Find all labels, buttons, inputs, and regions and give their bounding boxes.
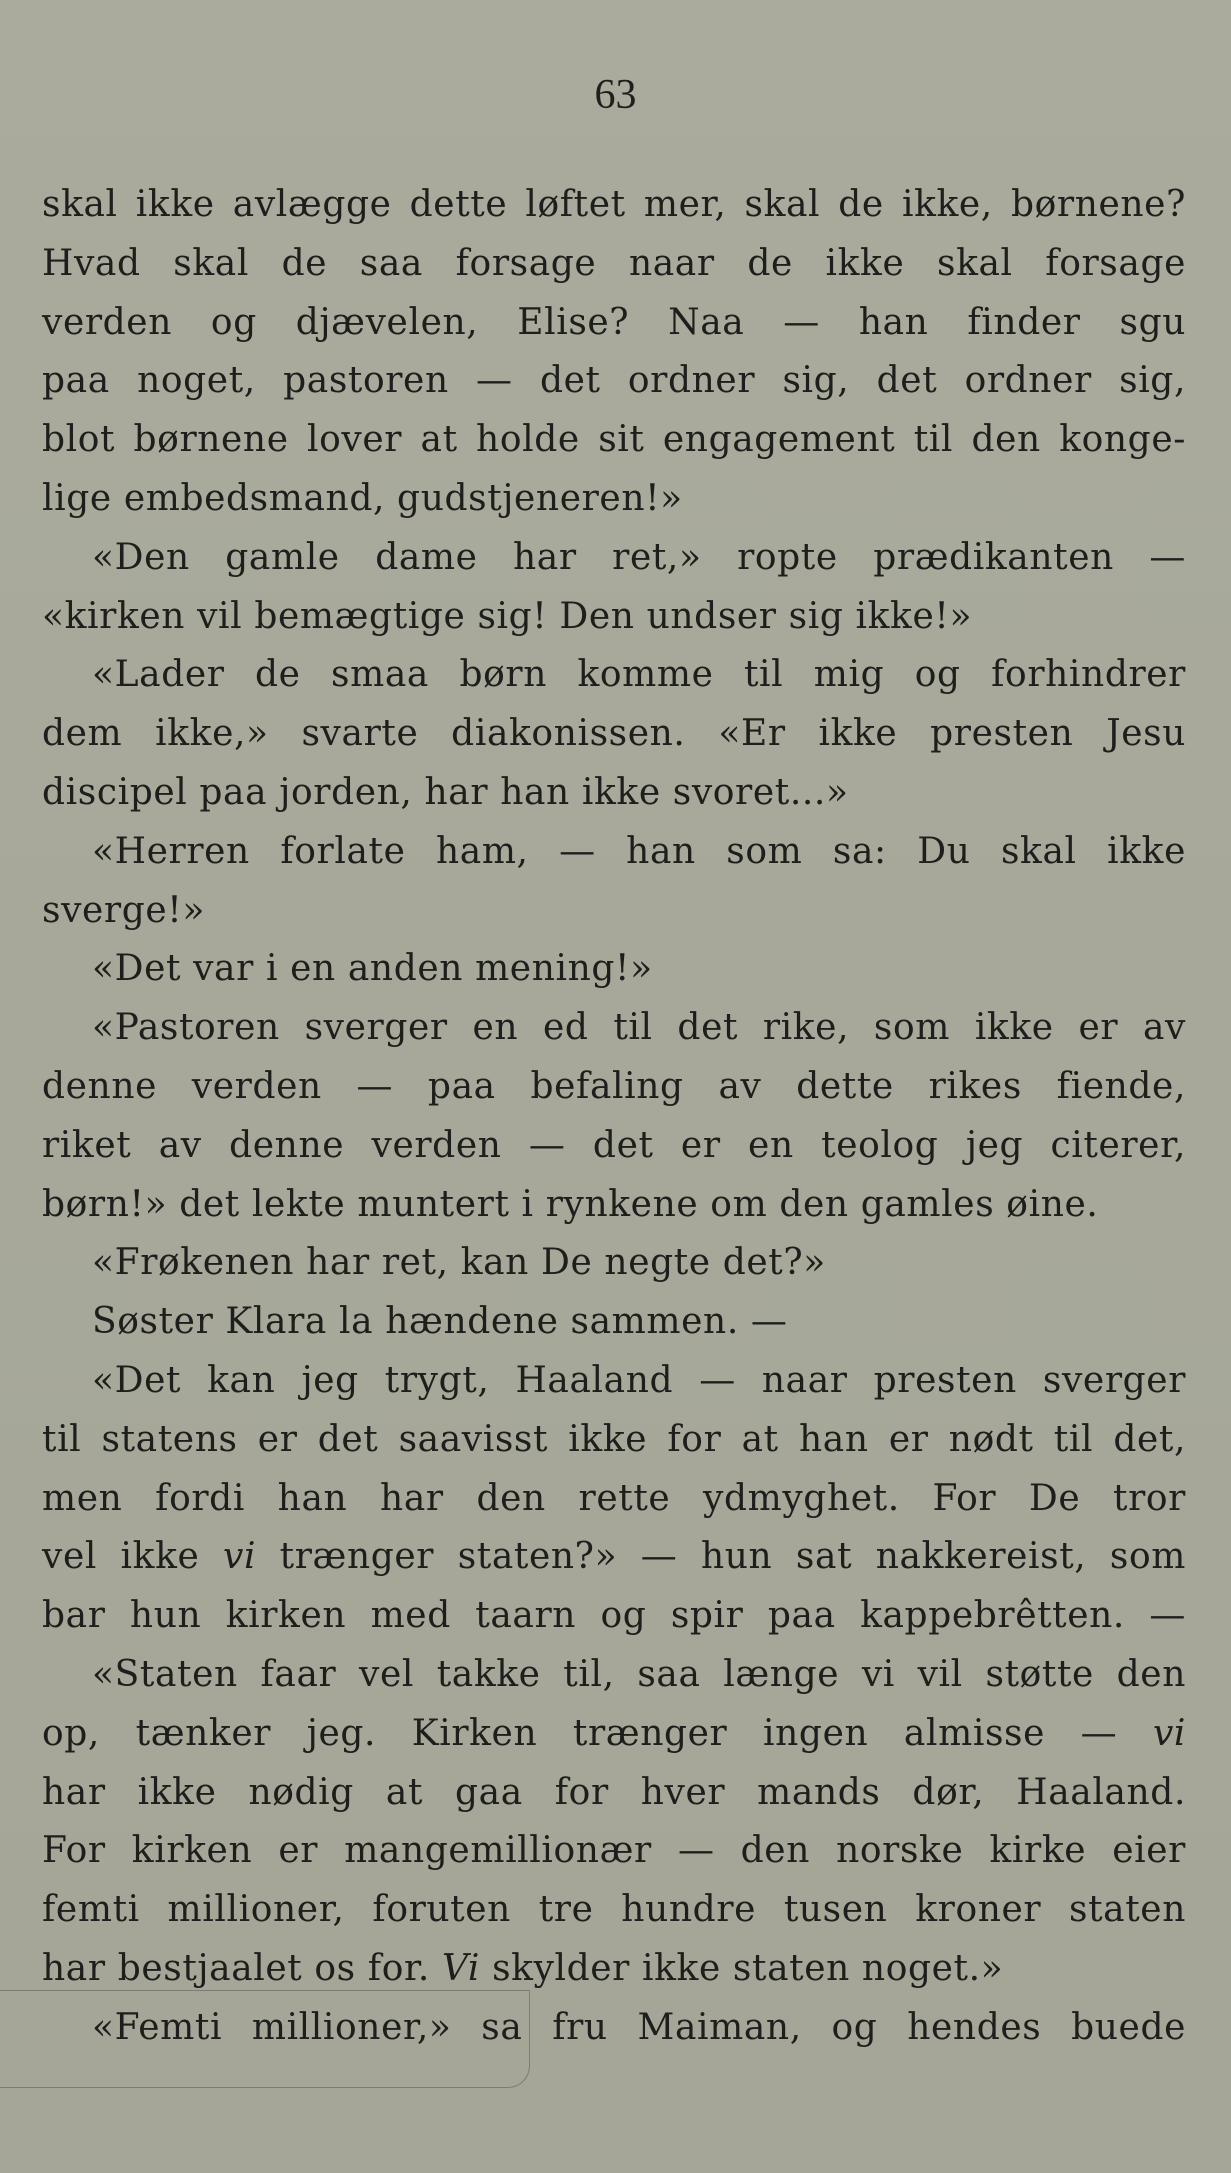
text-line: riket av denne verden — det er en teolog jeg citerer,	[42, 1124, 1186, 1166]
text-line: skal ikke avlægge dette løftet mer, skal de ikke, børnene?	[42, 184, 1186, 225]
text-line	[42, 1528, 1186, 1587]
text-line: blot børnene lover at holde sit engagement til den konge-	[42, 419, 1186, 461]
text-line: denne verden — paa befaling av dette rikes fiende,	[42, 1065, 1186, 1107]
text-line: «Det var i en anden mening!»	[92, 948, 653, 990]
text-segment: trænger staten?» — hun sat nakkereist, som	[256, 1536, 1187, 1578]
text-line: «Det kan jeg trygt, Haaland — naar presten sverger	[92, 1359, 1186, 1401]
text-line: «kirken vil bemægtige sig! Den undser sig ikke!»	[42, 595, 973, 637]
text-line: bar hun kirken med taarn og spir paa kappebrêtten. —	[42, 1595, 1186, 1637]
emphasis-text: vi	[223, 1536, 257, 1578]
text-line: Søster Klara la hændene sammen. —	[92, 1301, 788, 1343]
text-line: «Pastoren sverger en ed til det rike, som ikke er av	[92, 1007, 1186, 1049]
text-segment: skylder ikke staten noget.»	[480, 1947, 1004, 1989]
text-line: «Femti millioner,» sa fru Maiman, og hendes buede	[92, 2006, 1186, 2048]
text-segment: har bestjaalet os for.	[42, 1947, 442, 1989]
text-line: «Staten faar vel takke til, saa længe vi vil støtte den	[92, 1653, 1186, 1695]
emphasis-text: vi	[1152, 1712, 1186, 1754]
text-line: «Herren forlate ham, — han som sa: Du skal ikke	[92, 830, 1186, 872]
text-segment: op, tænker jeg. Kirken trænger ingen almisse —	[42, 1712, 1153, 1754]
text-line: femti millioner, foruten tre hundre tusen kroner staten	[42, 1889, 1186, 1931]
text-line: men fordi han har den rette ydmyghet. For De tror	[42, 1477, 1186, 1519]
text-line: har ikke nødig at gaa for hver mands dør, Haaland.	[42, 1771, 1186, 1813]
text-line: børn!» det lekte muntert i rynkene om den gamles øine.	[42, 1183, 1099, 1225]
text-line: verden og djævelen, Elise? Naa — han finder sgu	[42, 301, 1186, 343]
body-text	[42, 176, 1186, 2058]
text-line: «Frøkenen har ret, kan De negte det?»	[92, 1242, 826, 1284]
text-line: For kirken er mangemillionær — den norske kirke eier	[42, 1830, 1186, 1872]
text-line: paa noget, pastoren — det ordner sig, det ordner sig,	[42, 360, 1186, 402]
text-line	[42, 1705, 1186, 1764]
page-number: 63	[594, 72, 637, 118]
text-line: dem ikke,» svarte diakonissen. «Er ikke presten Jesu	[42, 713, 1186, 755]
text-line: lige embedsmand, gudstjeneren!»	[42, 477, 683, 519]
text-line: Hvad skal de saa forsage naar de ikke skal forsage	[42, 242, 1186, 284]
text-segment: vel ikke	[42, 1536, 223, 1578]
text-line: sverge!»	[42, 889, 205, 931]
text-line: «Lader de smaa børn komme til mig og forhindrer	[92, 654, 1186, 696]
emphasis-text: Vi	[441, 1947, 481, 1989]
text-line: discipel paa jorden, har han ikke svoret...»	[42, 771, 849, 813]
text-line: «Den gamle dame har ret,» ropte prædikanten —	[92, 536, 1186, 578]
library-stamp-outline	[0, 1990, 530, 2088]
text-line: til statens er det saavisst ikke for at han er nødt til det,	[42, 1418, 1186, 1460]
